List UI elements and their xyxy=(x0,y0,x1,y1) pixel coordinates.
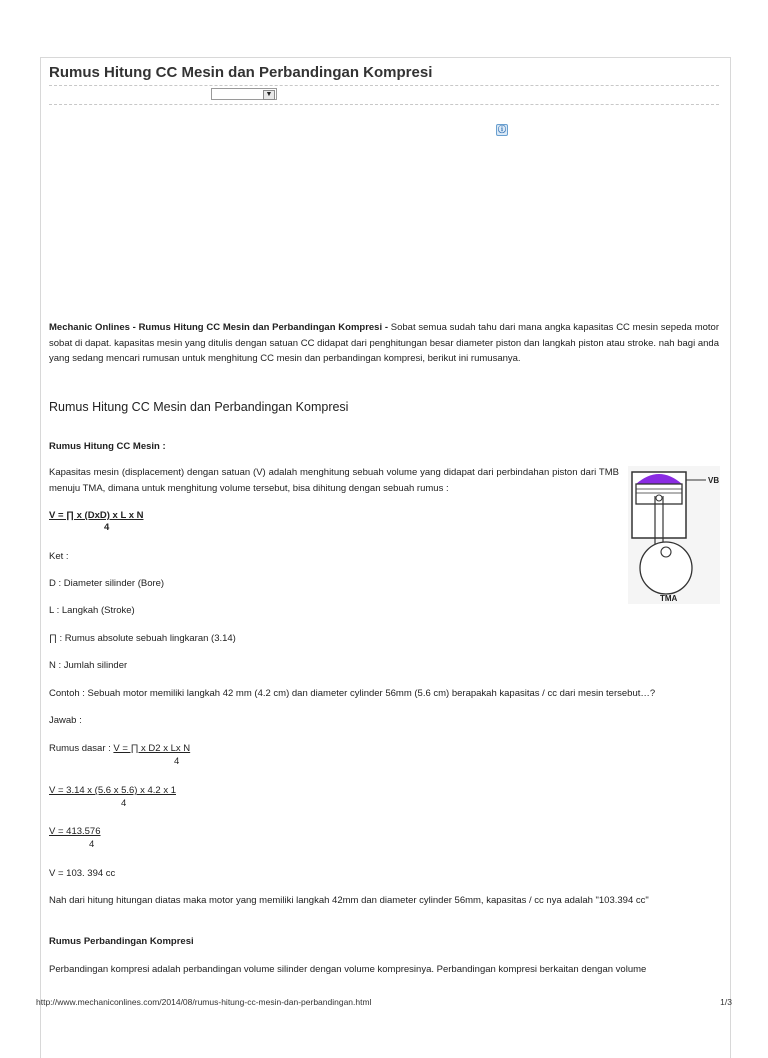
result: V = 103. 394 cc xyxy=(49,868,116,879)
divider xyxy=(49,104,719,105)
formula: V = ∏ x (DxD) x L x N xyxy=(49,510,144,521)
cc-paragraph: Kapasitas mesin (displacement) dengan satuan (V) adalah menghitung sebuah volume yang didapat dari perbindahan piston dari TMB menuju TMA, dimana untuk menghitung volume tersebut, bisa dihitung dengan sebuah rumus : xyxy=(49,467,619,494)
contoh-text: Contoh : Sebuah motor memiliki langkah 42 mm (4.2 cm) dan diameter cylinder 56mm (5.6 cm) berapakah kapasitas / cc dari mesin tersebut…? xyxy=(49,688,656,699)
intro-text: Sobat semua sudah tahu dari mana angka kapasitas CC mesin sepeda motor sobat di dapat. kapasitas mesin yang ditulis dengan satuan CC didapat dari penghitungan besar diameter piston dan langkah piston atau stroke. nah bagi anda yang sedang mencari rumusan untuk menghitung CC mesin dan perbandingan kompresi, berikut ini rumusanya. xyxy=(49,322,719,364)
def-d: D : Diameter silinder (Bore) xyxy=(49,578,165,589)
def-n: N : Jumlah silinder xyxy=(49,660,128,671)
rumus-dasar xyxy=(49,742,190,755)
page-number: 1/3 xyxy=(720,997,732,1007)
dropdown-select[interactable] xyxy=(211,88,277,100)
formula-denominator: 4 xyxy=(104,522,110,533)
ad-info-icon[interactable]: ⓘ xyxy=(498,125,506,134)
engine-diagram xyxy=(628,466,720,604)
step-2: V = 413.576 xyxy=(49,826,101,837)
rumus-dasar-formula: V = ∏ x D2 x Lx N xyxy=(113,743,191,754)
footer-url[interactable]: http://www.mechaniconlines.com/2014/08/rumus-hitung-cc-mesin-dan-perbandingan.html xyxy=(36,997,372,1007)
intro-bold: Mechanic Onlines - Rumus Hitung CC Mesin dan Perbandingan Kompresi - xyxy=(49,322,391,333)
engine-diagram-svg xyxy=(628,466,720,604)
step-1: V = 3.14 x (5.6 x 5.6) x 4.2 x 1 xyxy=(49,785,176,796)
kompresi-paragraph: Perbandingan kompresi adalah perbandingan volume silinder dengan volume kompresinya. Perbandingan kompresi berkaitan dengan volume xyxy=(49,964,647,975)
subheading-cc: Rumus Hitung CC Mesin : xyxy=(49,441,166,452)
rumus-dasar-label: Rumus dasar : xyxy=(49,743,114,754)
rumus-dasar-denominator: 4 xyxy=(174,756,180,767)
label-vb: VB xyxy=(708,476,720,485)
crank-pin xyxy=(661,547,671,557)
conclusion: Nah dari hitung hitungan diatas maka motor yang memiliki langkah 42mm dan diameter cylinder 56mm, kapasitas / cc nya adalah "103.394 cc" xyxy=(49,895,649,906)
section-heading: Rumus Hitung CC Mesin dan Perbandingan Kompresi xyxy=(49,400,349,414)
intro-paragraph xyxy=(49,320,719,367)
def-l: L : Langkah (Stroke) xyxy=(49,605,135,616)
ket-label: Ket : xyxy=(49,551,69,562)
subheading-kompresi: Rumus Perbandingan Kompresi xyxy=(49,936,194,947)
def-pi: ∏ : Rumus absolute sebuah lingkaran (3.14) xyxy=(49,633,236,644)
label-tma: TMA xyxy=(660,594,678,603)
step-1-denominator: 4 xyxy=(121,798,127,809)
step-2-denominator: 4 xyxy=(89,839,95,850)
piston-pin xyxy=(656,495,662,501)
jawab-label: Jawab : xyxy=(49,715,82,726)
divider xyxy=(49,85,719,86)
chevron-down-icon[interactable]: ▼ xyxy=(263,90,275,100)
page-title: Rumus Hitung CC Mesin dan Perbandingan Kompresi xyxy=(49,64,433,81)
